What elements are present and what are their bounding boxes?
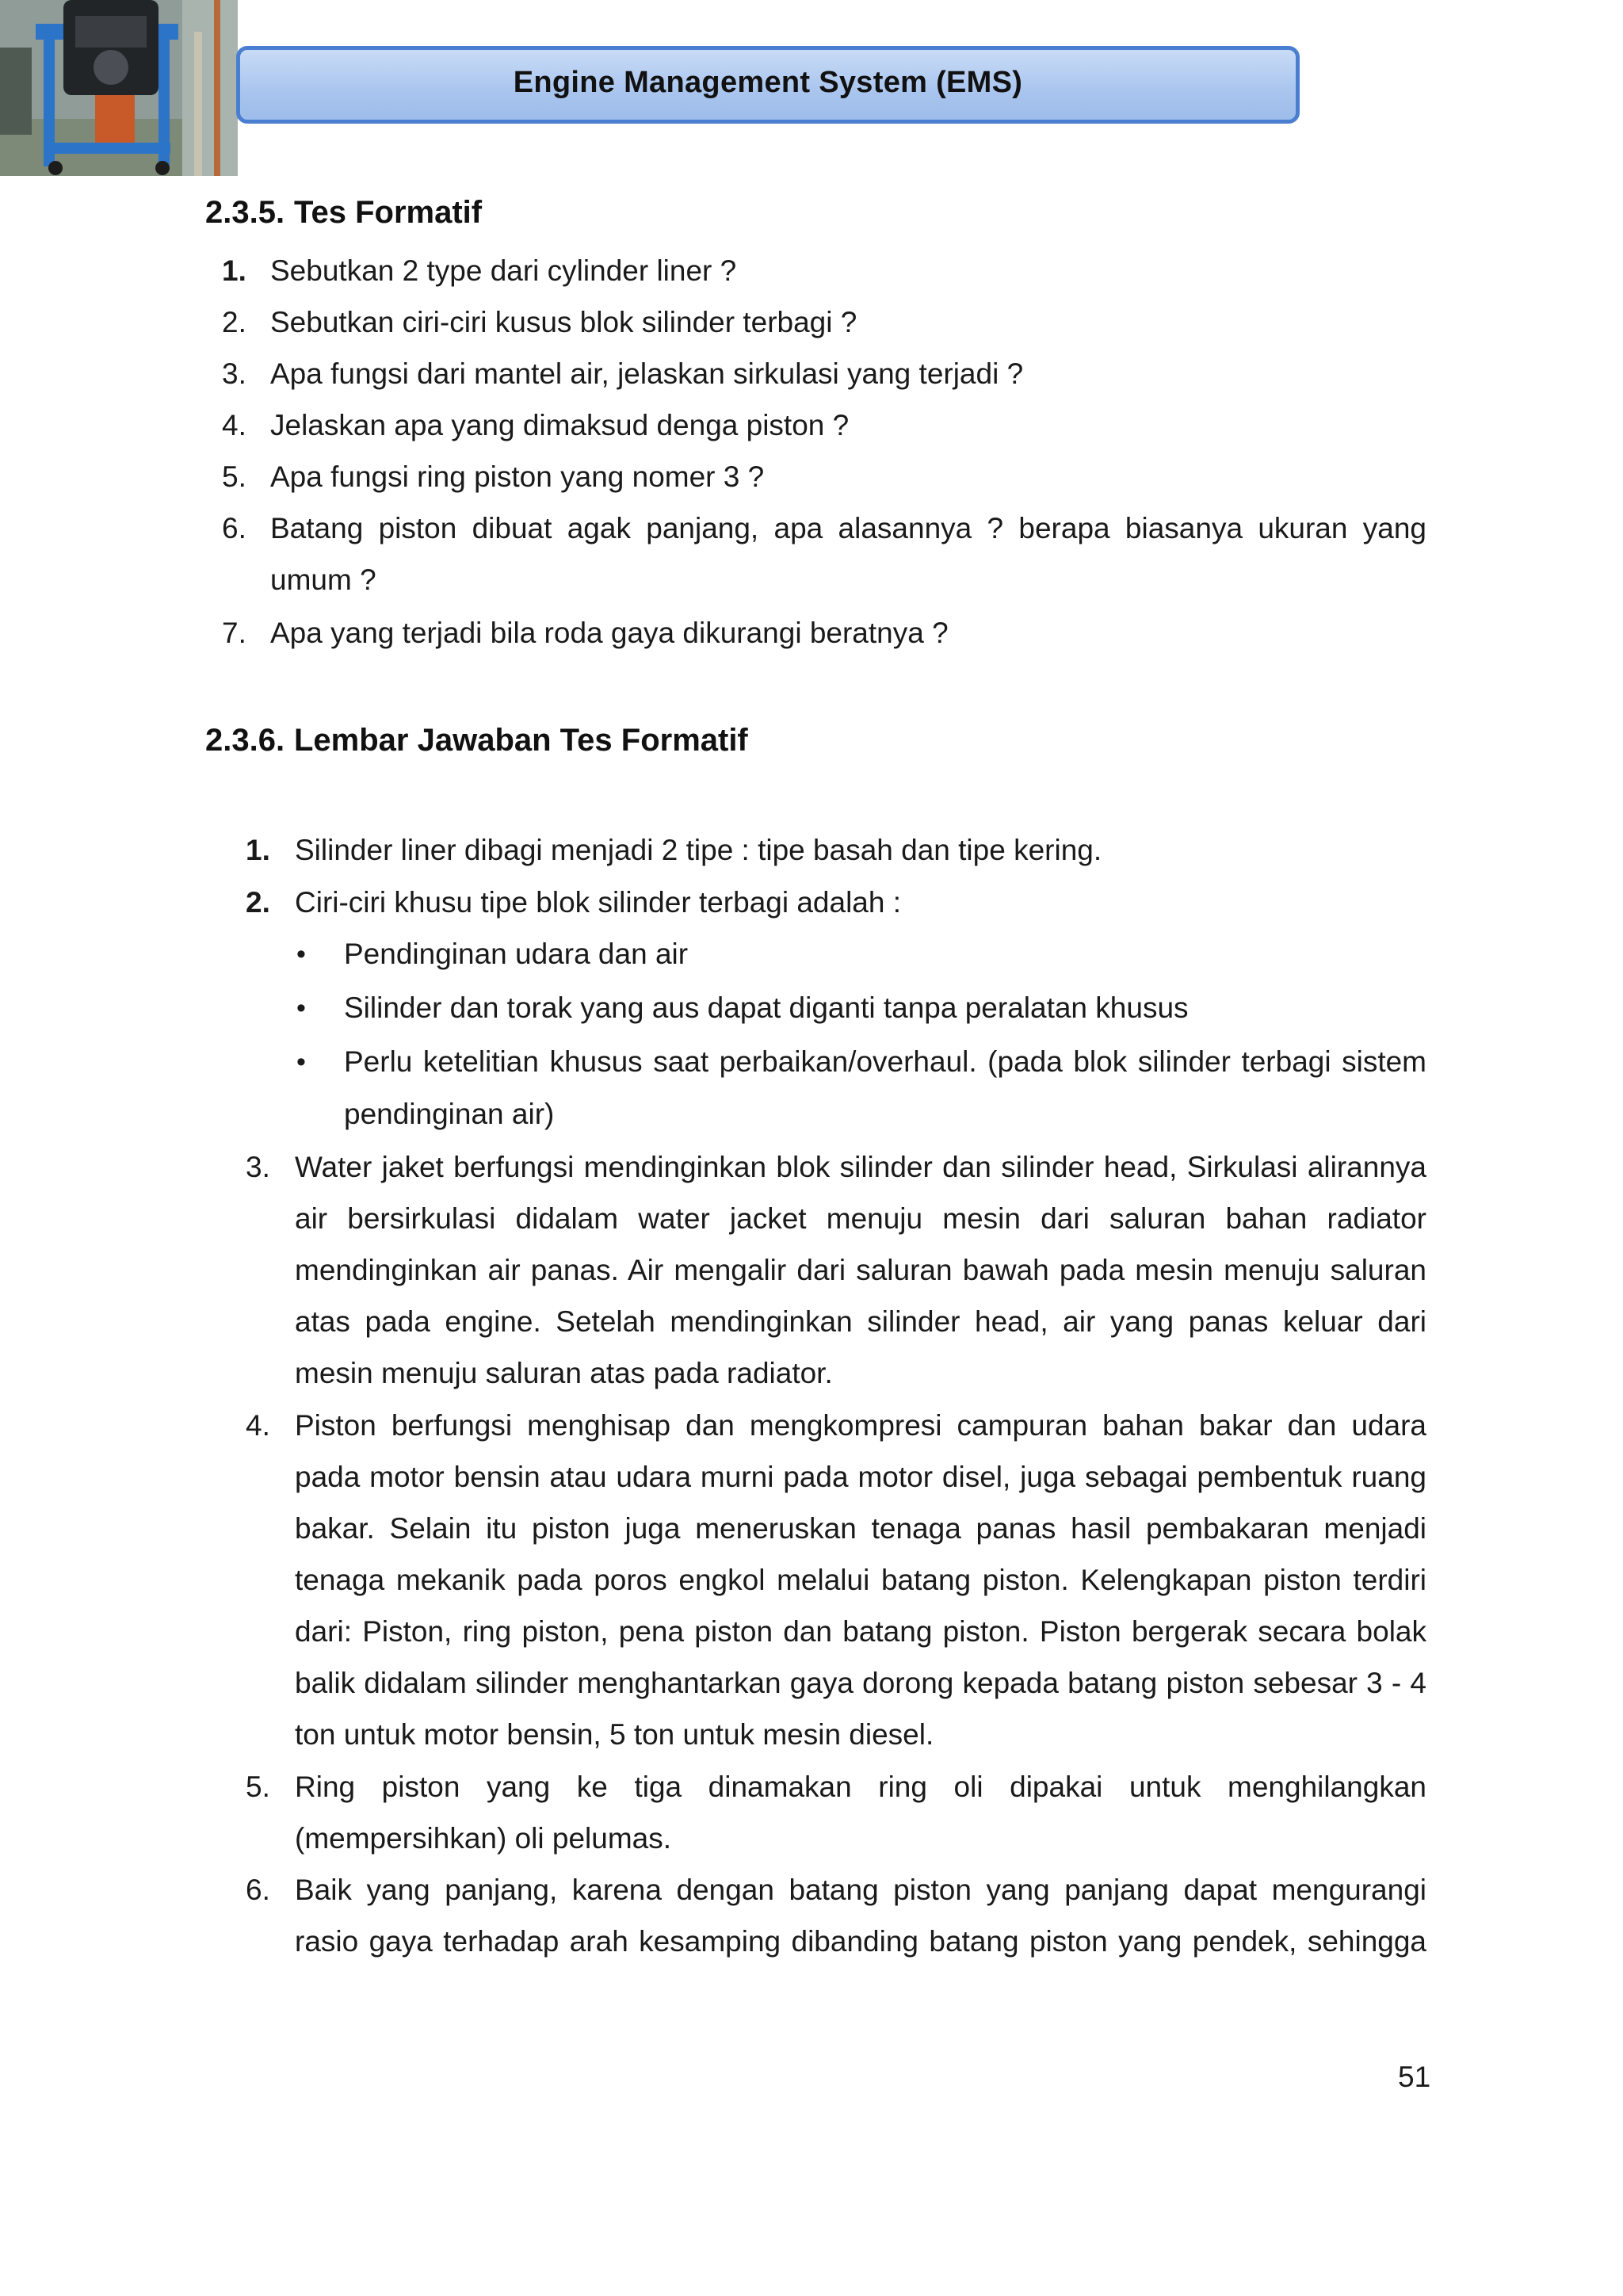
header-title: Engine Management System (EMS) (513, 65, 1023, 99)
question-text: Sebutkan ciri-ciri kusus blok silinder terbagi ? (270, 306, 857, 338)
page-number: 51 (1398, 2061, 1431, 2093)
answer-text: Piston berfungsi menghisap dan mengkompresi campuran bahan bakar dan udara pada motor bensin atau udara murni pada motor disel, juga sebagai pembentuk ruang bakar. Selain itu piston juga meneruskan tenaga panas hasil pembakaran menjadi tenaga mekanik pada poros engkol melalui batang piston. Kelengkapan piston terdiri dari: Piston, ring piston, pena piston dan batang piston. Piston bergerak secara bolak balik didalam silinder menghantarkan gaya dorong kepada batang piston sebesar 3 - 4 ton untuk motor bensin, 5 ton untuk mesin diesel. (295, 1409, 1426, 1751)
bullet-dot: • (296, 939, 306, 969)
question-text: Jelaskan apa yang dimaksud denga piston ? (270, 409, 850, 441)
question-number: 4. (222, 409, 246, 441)
section-number: 2.3.6. (205, 723, 285, 758)
question-text: Sebutkan 2 type dari cylinder liner ? (270, 254, 737, 287)
answer-item (246, 1761, 1426, 1864)
question-number: 3. (222, 357, 246, 390)
section-number: 2.3.5. (205, 195, 285, 230)
question-text: Apa yang terjadi bila roda gaya dikurangi beratnya ? (270, 617, 949, 649)
question-number: 5. (222, 460, 246, 493)
answer-number: 5. (246, 1771, 270, 1803)
question-text: Apa fungsi dari mantel air, jelaskan sirkulasi yang terjadi ? (270, 357, 1024, 390)
answer-item (246, 1400, 1426, 1760)
answer-item (246, 824, 1426, 876)
answer-text: Silinder liner dibagi menjadi 2 tipe : tipe basah dan tipe kering. (295, 834, 1102, 866)
section-title-lembar-jawaban (205, 723, 748, 758)
question-number: 1. (222, 254, 246, 287)
question-item (222, 399, 1426, 451)
question-item (222, 296, 1426, 348)
question-item (222, 348, 1426, 399)
answer-text: Water jaket berfungsi mendinginkan blok silinder dan silinder head, Sirkulasi alirannya air bersirkulasi didalam water jacket menuju mesin dari saluran bahan radiator mendinginkan air panas. Air mengalir dari saluran bawah pada mesin menuju saluran atas pada engine. Setelah mendinginkan silinder head, air yang panas keluar dari mesin menuju saluran atas pada radiator. (295, 1151, 1426, 1389)
bullet-text: Silinder dan torak yang aus dapat diganti tanpa peralatan khusus (344, 991, 1189, 1024)
answer-text: Baik yang panjang, karena dengan batang piston yang panjang dapat mengurangi rasio gaya terhadap arah kesamping dibanding batang piston yang pendek, sehingga (295, 1874, 1426, 1958)
answer-item (246, 1864, 1426, 1967)
bullet-item (295, 982, 1426, 1034)
question-item (222, 502, 1426, 606)
answer-item (246, 877, 1426, 1142)
answer-text: Ciri-ciri khusu tipe blok silinder terbagi adalah : (295, 886, 902, 919)
answer-number: 6. (246, 1874, 270, 1906)
question-text: Apa fungsi ring piston yang nomer 3 ? (270, 460, 765, 493)
question-item (222, 607, 1426, 659)
bullet-item (295, 1036, 1426, 1140)
section-title-text: Tes Formatif (294, 195, 483, 230)
engine-stand-illustration (0, 0, 238, 176)
bullet-item (295, 928, 1426, 980)
answer-text: Ring piston yang ke tiga dinamakan ring oli dipakai untuk menghilangkan (mempersihkan) oli pelumas. (295, 1771, 1426, 1855)
question-number: 6. (222, 512, 246, 544)
answer-bullet-list (295, 928, 1426, 1140)
question-item (222, 451, 1426, 502)
question-number: 7. (222, 617, 246, 649)
answer-number: 2. (246, 886, 270, 919)
section-title-text: Lembar Jawaban Tes Formatif (294, 723, 748, 758)
bullet-dot: • (296, 1047, 306, 1077)
question-text: Batang piston dibuat agak panjang, apa alasannya ? berapa biasanya ukuran yang umum ? (270, 512, 1426, 596)
header-title-bar (236, 46, 1300, 124)
bullet-text: Pendinginan udara dan air (344, 938, 689, 970)
answer-number: 4. (246, 1409, 270, 1442)
question-number: 2. (222, 306, 246, 338)
section-title-tes-formatif (205, 195, 482, 231)
header-engine-photo (0, 0, 238, 176)
bullet-dot: • (296, 993, 306, 1023)
answer-number: 3. (246, 1151, 270, 1183)
answer-item (246, 1141, 1426, 1399)
answer-number: 1. (246, 834, 270, 866)
bullet-text: Perlu ketelitian khusus saat perbaikan/overhaul. (pada blok silinder terbagi sistem pendinginan air) (344, 1045, 1426, 1130)
question-item (222, 245, 1426, 296)
